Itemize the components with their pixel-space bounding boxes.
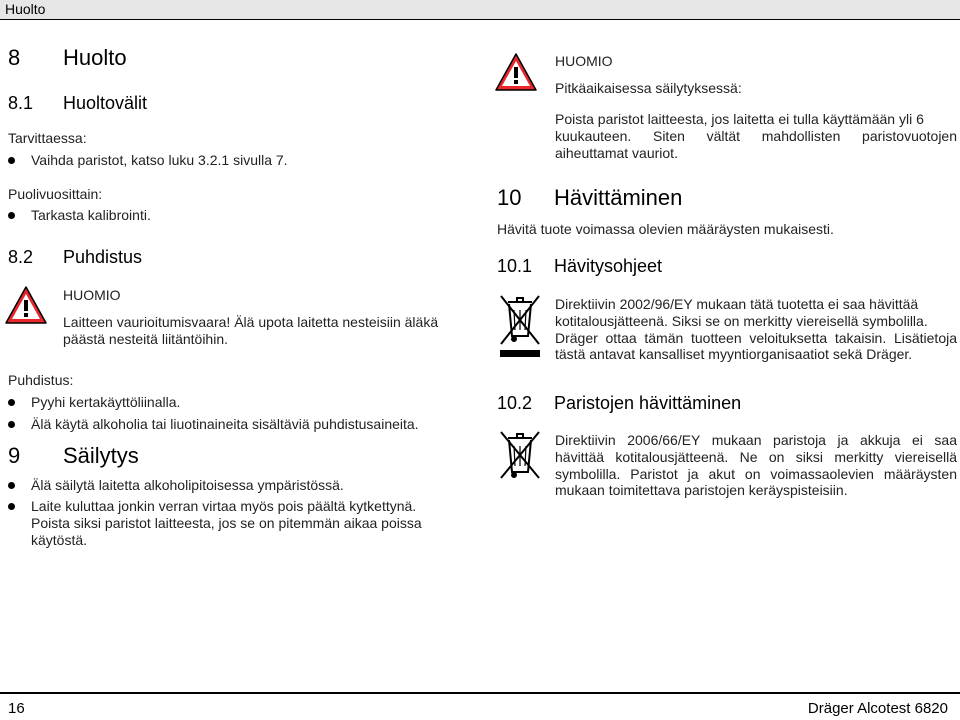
list-item-text: Pyyhi kertakäyttöliinalla. (31, 394, 181, 410)
heading-number: 9 (8, 443, 21, 468)
paragraph-line: hävittää kotitalousjätteenä. Ne on siksi merkitty viereisellä (555, 449, 957, 465)
note-text-line: Poista paristot laitteesta, jos laitetta ei tulla käyttämään yli 6 (555, 111, 924, 127)
footer-product-name: Dräger Alcotest 6820 (807, 700, 948, 717)
heading-number: 10 (497, 185, 522, 210)
bullet-dot (8, 421, 15, 428)
heading-text: Hävitysohjeet (554, 256, 663, 276)
note-subtitle: Pitkäaikaisessa säilytyksessä: (555, 80, 742, 96)
heading-10-1 (497, 256, 937, 278)
list-item-text: käytöstä. (31, 532, 88, 548)
note-text-line: aiheuttamat vauriot. (555, 145, 678, 161)
note-text-line: päästä nesteitä liitäntöihin. (63, 331, 228, 347)
paragraph-line: kotitalousjätteenä. Siksi se on merkitty viereisellä symbolilla. (555, 313, 928, 329)
heading-number: 10.2 (497, 393, 533, 413)
footer-divider (0, 692, 960, 694)
note-title: HUOMIO (63, 287, 121, 303)
heading-8-1 (8, 93, 448, 115)
heading-text: Paristojen hävittäminen (554, 393, 742, 413)
crossed-out-wheelie-bin-icon (497, 292, 543, 358)
note-text-line: Laitteen vaurioitumisvaara! Älä upota laitetta nesteisiin äläkä (63, 314, 439, 330)
list-item-text: Vaihda paristot, katso luku 3.2.1 sivulla 7. (31, 152, 288, 168)
heading-number: 8 (8, 45, 21, 70)
warning-triangle-icon (4, 285, 48, 325)
label-puhdistus: Puhdistus: (8, 372, 74, 388)
list-item-text: Poista siksi paristot laitteesta, jos se on pitemmän aikaa poissa (31, 515, 422, 531)
heading-text: Huoltovälit (63, 93, 148, 113)
paragraph-line: Direktiivin 2002/96/EY mukaan tätä tuotetta ei saa hävittää (555, 296, 919, 312)
list-item (8, 207, 448, 223)
bullet-dot (8, 212, 15, 219)
note-title: HUOMIO (555, 53, 613, 69)
list-item (8, 152, 448, 168)
label-tarvittaessa: Tarvittaessa: (8, 130, 87, 146)
list-item-text: Tarkasta kalibrointi. (31, 207, 151, 223)
warning-triangle-icon (494, 52, 538, 92)
heading-10 (497, 185, 937, 211)
list-item (8, 498, 468, 548)
heading-number: 10.1 (497, 256, 533, 276)
heading-10-2 (497, 393, 937, 415)
paragraph-line: symbolilla. Paristot ja akut on voimassaolevien määräysten (555, 466, 957, 482)
heading-number: 8.2 (8, 247, 34, 267)
list-item-text: Älä säilytä laitetta alkoholipitoisessa ympäristössä. (31, 477, 344, 493)
list-item (8, 416, 448, 432)
paragraph-line: Dräger ottaa tämän tuotteen veloituksetta takaisin. Lisätietoja (555, 330, 957, 346)
crossed-out-wheelie-bin-icon (497, 428, 543, 480)
paragraph-line: Direktiivin 2006/66/EY mukaan paristoja ja akkuja ei saa (555, 432, 957, 448)
page-header (0, 0, 960, 20)
heading-text: Säilytys (63, 443, 139, 468)
heading-text: Huolto (63, 45, 127, 70)
heading-text: Hävittäminen (554, 185, 683, 210)
heading-9 (8, 443, 448, 469)
list-item-text: Laite kuluttaa jonkin verran virtaa myös pois päältä kytkettynä. (31, 498, 417, 514)
page-number: 16 (8, 700, 25, 717)
heading-text: Puhdistus (63, 247, 143, 267)
heading-8-2 (8, 247, 448, 269)
paragraph: Hävitä tuote voimassa olevien määräysten mukaisesti. (497, 221, 834, 237)
header-title: Huolto (5, 1, 46, 17)
bullet-dot (8, 482, 15, 489)
list-item-text: Älä käytä alkoholia tai liuotinaineita sisältäviä puhdistusaineita. (31, 416, 419, 432)
bullet-dot (8, 157, 15, 164)
paragraph-line: tästä antavat kansalliset myyntiorganisaatiot sekä Dräger. (555, 346, 913, 362)
list-item (8, 394, 448, 410)
label-puolivuosittain: Puolivuosittain: (8, 186, 103, 202)
bullet-dot (8, 399, 15, 406)
paragraph-line: mukaan toimitettava paristojen keräyspisteisiin. (555, 482, 848, 498)
heading-8 (8, 45, 448, 71)
note-text-line: kuukauteen. Siten vältät mahdollisten paristovuotojen (555, 128, 957, 144)
list-item (8, 477, 468, 493)
bullet-dot (8, 503, 15, 510)
heading-number: 8.1 (8, 93, 34, 113)
